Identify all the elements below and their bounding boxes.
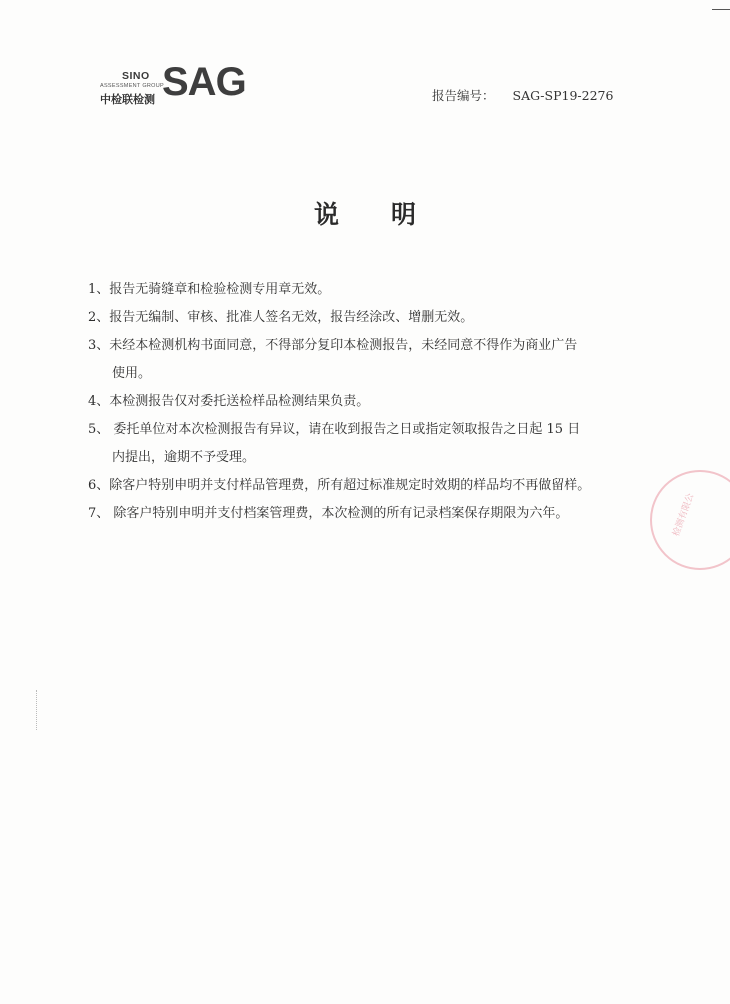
scan-mark [712,9,730,10]
note-item-5-continued: 内提出，逾期不予受理。 [112,450,256,465]
report-number-label: 报告编号： [432,88,495,103]
note-item-4: 4、本检测报告仅对委托送检样品检测结果负责。 [88,394,370,409]
note-item-3: 3、未经本检测机构书面同意，不得部分复印本检测报告，未经同意不得作为商业广告 [88,338,578,353]
notes-list [88,276,648,528]
note-item-6: 6、除客户特别申明并支付样品管理费，所有超过标准规定时效期的样品均不再做留样。 [88,478,591,493]
note-item-1: 1、报告无骑缝章和检验检测专用章无效。 [88,282,331,297]
report-number-value: SAG-SP19-2276 [512,88,614,103]
logo-chinese-text: 中检联检测 [100,93,155,106]
scan-artifact [36,690,39,730]
note-item-7: 7、 除客户特别申明并支付档案管理费，本次检测的所有记录档案保存期限为六年。 [88,506,569,521]
logo-sag-text: SAG [162,60,246,104]
note-item-3-continued: 使用。 [112,366,152,381]
company-logo [100,60,250,110]
red-seal-stamp [650,470,730,570]
report-number [432,86,613,104]
note-item-2: 2、报告无编制、审核、批准人签名无效，报告经涂改、增删无效。 [88,310,474,325]
stamp-text: 检测有限公 [671,492,697,538]
logo-assessment-text: ASSESSMENT GROUP [100,83,164,89]
note-item-5: 5、 委托单位对本次检测报告有异议，请在收到报告之日或指定领取报告之日起 15 日 [88,422,581,437]
logo-sino-text: SINO [122,70,150,82]
page-title: 说明 [313,200,468,229]
